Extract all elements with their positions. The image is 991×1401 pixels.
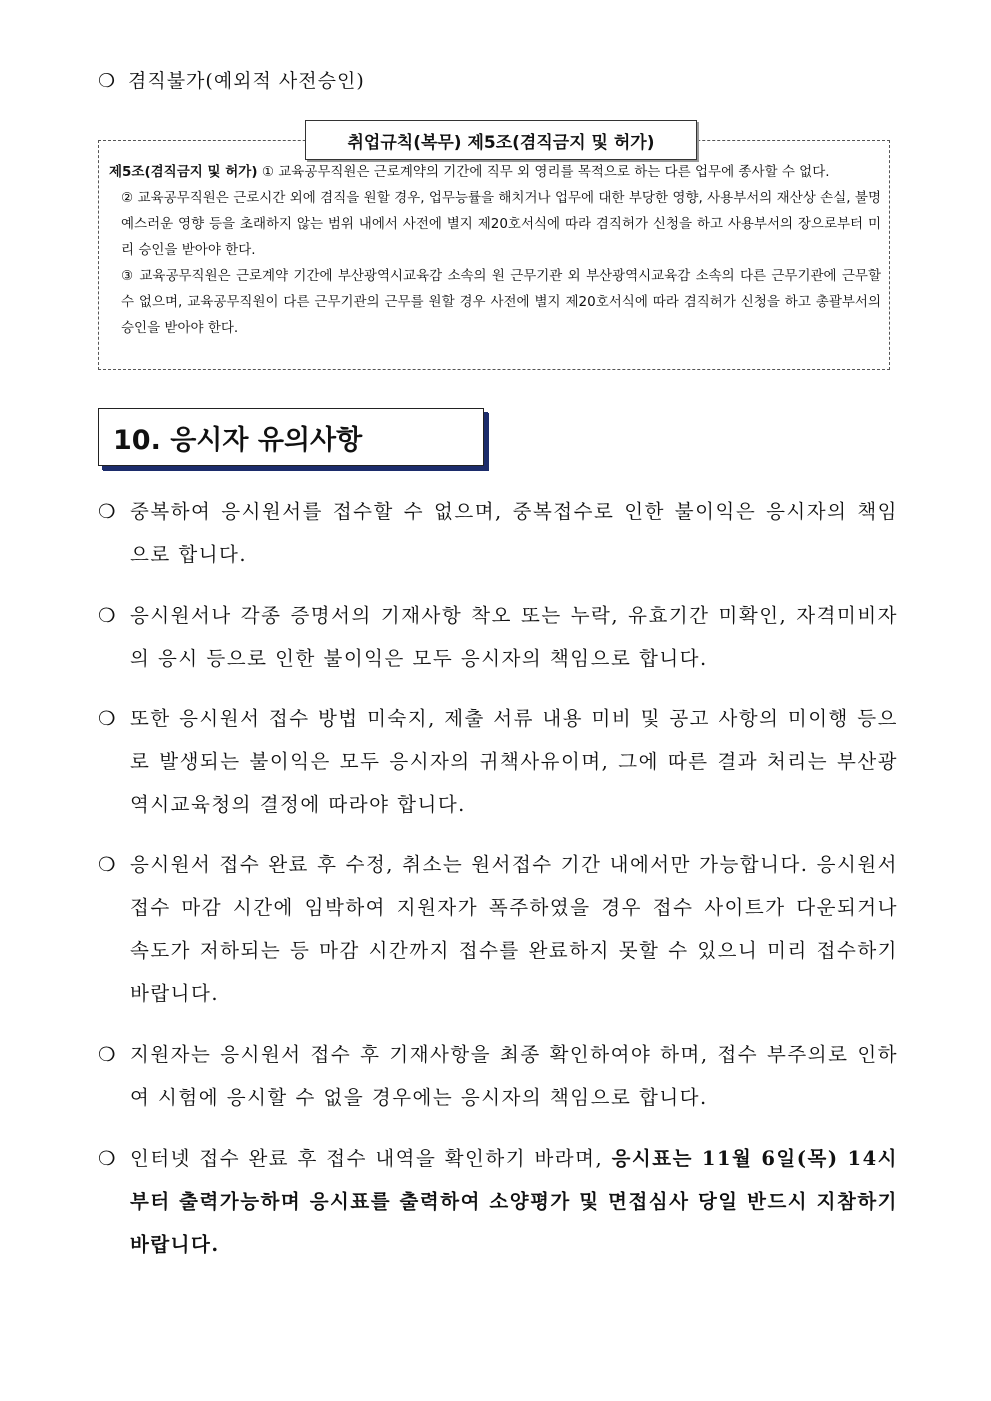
- bullet-mark: ❍: [98, 853, 116, 876]
- bullet-mark: ❍: [98, 500, 116, 523]
- bullet-mark: ❍: [98, 1043, 116, 1066]
- notice-text: [98, 1137, 898, 1266]
- notice-text-plain: 인터넷 접수 완료 후 접수 내역을 확인하기 바라며,: [130, 1147, 612, 1170]
- top-bullet: [98, 66, 365, 93]
- section-title: 10. 응시자 유의사항: [98, 408, 484, 466]
- notice-item: [98, 697, 898, 826]
- rule-box-title: 취업규칙(복무) 제5조(겸직금지 및 허가): [305, 120, 697, 160]
- notice-text: 중복하여 응시원서를 접수할 수 없으며, 중복접수로 인한 불이익은 응시자의 책임으로 합니다.: [130, 500, 898, 566]
- bullet-mark: ❍: [98, 707, 116, 730]
- clause-1-text: ① 교육공무직원은 근로계약의 기간에 직무 외 영리를 목적으로 하는 다른 업무에 종사할 수 없다.: [261, 164, 830, 180]
- notice-item: [98, 490, 898, 576]
- notice-item: [98, 1137, 898, 1266]
- bullet-mark: ❍: [98, 1147, 116, 1170]
- rule-clause-2: ② 교육공무직원은 근로시간 외에 겸직을 원할 경우, 업무능률을 해치거나 업무에 대한 부당한 영향, 사용부서의 재산상 손실, 불명예스러운 영향 등을 초래하지 않는 범위 내에서 사전에 별지 제20호서식에 따라 겸직허가 신청을 하고 사용부서의 장으로부터 미리 승인을 받아야 한다.: [121, 190, 881, 258]
- rule-box: [98, 140, 890, 370]
- notice-text: 응시원서 접수 완료 후 수정, 취소는 원서접수 기간 내에서만 가능합니다. 응시원서 접수 마감 시간에 임박하여 지원자가 폭주하였을 경우 접수 사이트가 다운되거나 속도가 저하되는 등 마감 시간까지 접수를 완료하지 못할 수 있으니 미리 접수하기 바랍니다.: [130, 853, 898, 1005]
- notice-text-bold: 응시표는 11월 6일(목) 14시부터 출력가능하며 응시표를 출력하여 소양평가 및 면접심사 당일 반드시 지참하기 바랍니다.: [130, 1147, 898, 1256]
- notice-item: [98, 1033, 898, 1119]
- article-label: 제5조(겸직금지 및 허가): [109, 164, 258, 180]
- notice-text: 응시원서나 각종 증명서의 기재사항 착오 또는 누락, 유효기간 미확인, 자격미비자의 응시 등으로 인한 불이익은 모두 응시자의 책임으로 합니다.: [130, 604, 898, 670]
- top-bullet-text: 겸직불가(예외적 사전승인): [128, 70, 365, 92]
- notice-item: [98, 594, 898, 680]
- notice-text: 또한 응시원서 접수 방법 미숙지, 제출 서류 내용 미비 및 공고 사항의 미이행 등으로 발생되는 불이익은 모두 응시자의 귀책사유이며, 그에 따른 결과 처리는 부산광역시교육청의 결정에 따라야 합니다.: [130, 707, 898, 816]
- rule-clause-1: [109, 159, 881, 185]
- notice-item: [98, 843, 898, 1015]
- rule-clause-3: ③ 교육공무직원은 근로계약 기간에 부산광역시교육감 소속의 원 근무기관 외 부산광역시교육감 소속의 다른 근무기관에 근무할 수 없으며, 교육공무직원이 다른 근무기관의 근무를 원할 경우 사전에 별지 제20호서식에 따라 겸직허가 신청을 하고 총괄부서의 승인을 받아야 한다.: [121, 268, 881, 336]
- bullet-mark: ❍: [98, 70, 117, 92]
- notice-text: 지원자는 응시원서 접수 후 기재사항을 최종 확인하여야 하며, 접수 부주의로 인하여 시험에 응시할 수 없을 경우에는 응시자의 책임으로 합니다.: [130, 1043, 898, 1109]
- bullet-mark: ❍: [98, 604, 116, 627]
